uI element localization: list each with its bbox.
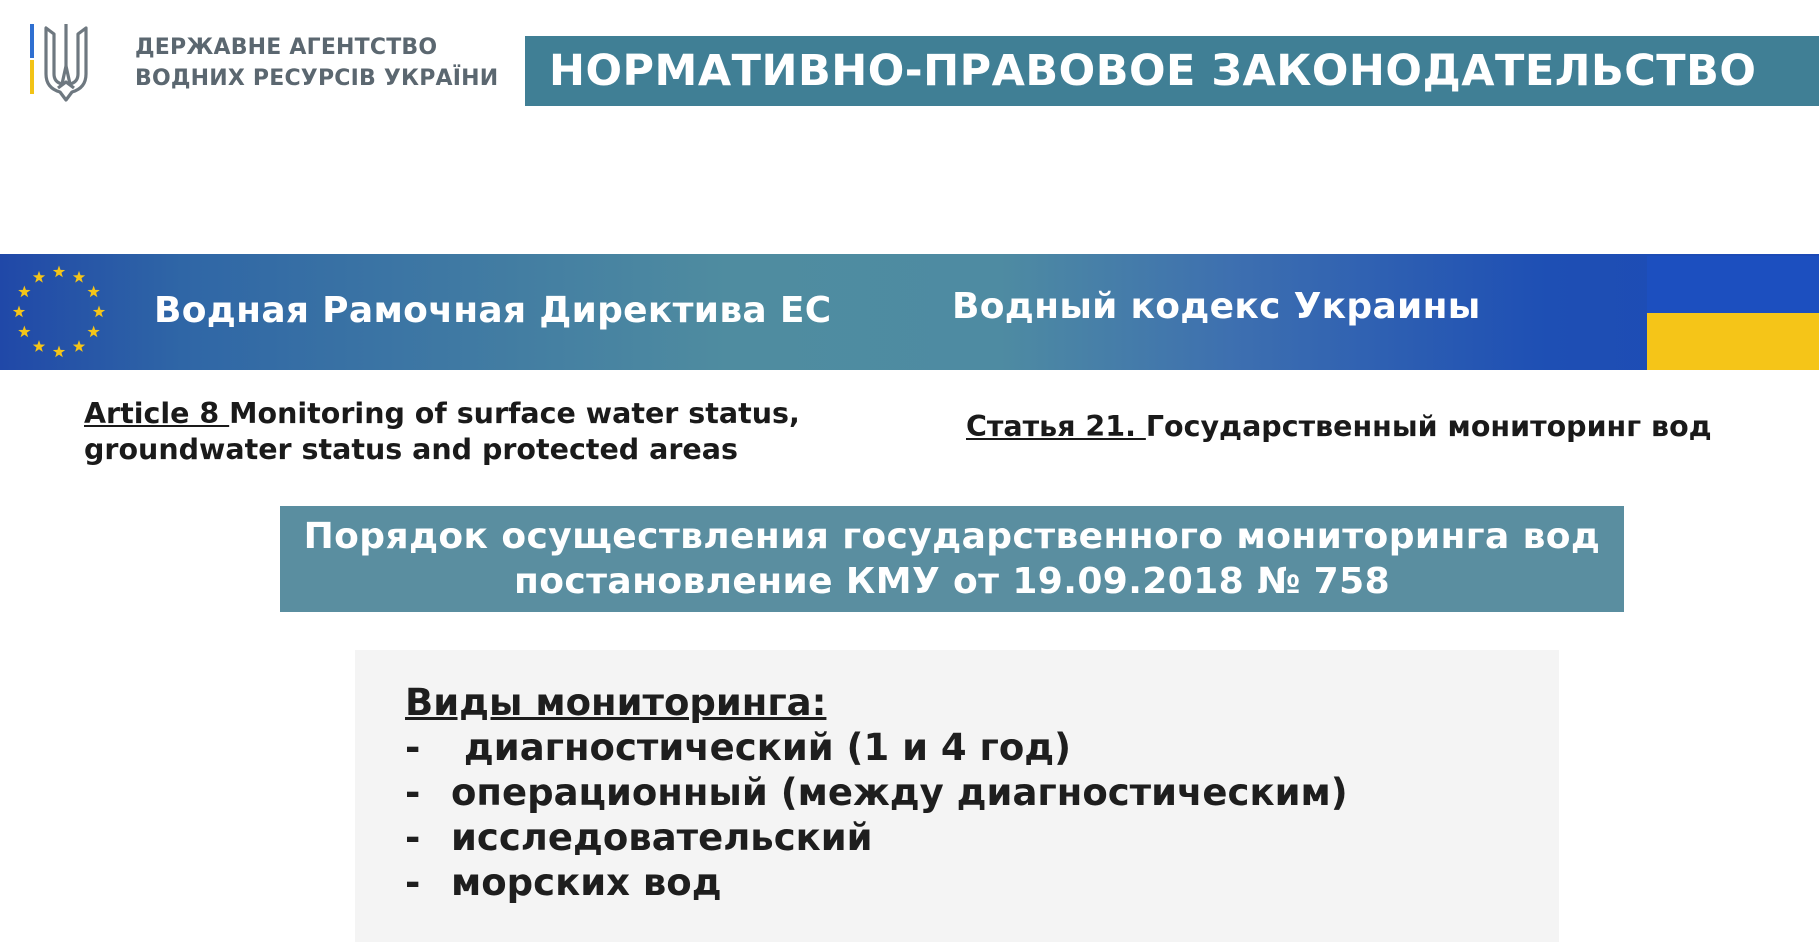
list-bullet: - (405, 726, 421, 769)
list-bullet: - (405, 861, 421, 904)
eu-star-icon (73, 340, 85, 352)
eu-star-icon (87, 286, 99, 298)
monitoring-types-list (405, 680, 1348, 905)
eu-directive-title: Водная Рамочная Директива ЕС (154, 290, 832, 331)
list-item-label: исследовательский (451, 816, 873, 859)
monitoring-types-heading: Виды мониторинга: (405, 681, 827, 724)
list-item (405, 770, 1348, 815)
trident-emblem-icon (28, 22, 100, 104)
ua-article-reference (966, 410, 1712, 443)
article-title-line-1: Monitoring of surface water status, (229, 397, 800, 430)
ukraine-flag-icon (1647, 256, 1819, 370)
eu-star-icon (73, 271, 85, 283)
list-bullet: - (405, 771, 421, 814)
eu-star-icon (18, 286, 30, 298)
list-item-label: диагностический (1 и 4 год) (451, 726, 1072, 769)
article-title-line-2: groundwater status and protected areas (84, 433, 738, 466)
eu-article-reference (84, 396, 800, 468)
eu-star-icon (33, 340, 45, 352)
article-number: Article 8 (84, 397, 230, 430)
eu-star-icon (18, 326, 30, 338)
page-title-banner (525, 36, 1819, 106)
ukraine-water-code-title: Водный кодекс Украины (952, 286, 1481, 327)
list-item (405, 860, 1348, 905)
resolution-line-2: постановление КМУ от 19.09.2018 № 758 (513, 561, 1391, 602)
eu-stars-icon (4, 258, 114, 366)
statute-number: Статья 21. (966, 410, 1146, 443)
agency-name (135, 32, 498, 94)
eu-star-icon (53, 266, 65, 278)
statute-title: Государственный мониторинг вод (1145, 410, 1712, 443)
list-item (405, 725, 1348, 770)
list-bullet: - (405, 816, 421, 859)
eu-star-icon (13, 306, 25, 318)
list-item-label: морских вод (451, 861, 722, 904)
eu-star-icon (93, 306, 105, 318)
resolution-line-1: Порядок осуществления государственного мониторинга вод (303, 516, 1601, 557)
agency-line-2: ВОДНИХ РЕСУРСІВ УКРАЇНИ (135, 66, 499, 91)
eu-star-icon (53, 346, 65, 358)
eu-star-icon (87, 326, 99, 338)
list-item (405, 815, 1348, 860)
page-title: НОРМАТИВНО-ПРАВОВОЕ ЗАКОНОДАТЕЛЬСТВО (549, 46, 1757, 96)
eu-star-icon (33, 271, 45, 283)
resolution-banner (280, 506, 1624, 612)
list-item-label: операционный (между диагностическим) (451, 771, 1348, 814)
agency-line-1: ДЕРЖАВНЕ АГЕНТСТВО (135, 35, 438, 60)
